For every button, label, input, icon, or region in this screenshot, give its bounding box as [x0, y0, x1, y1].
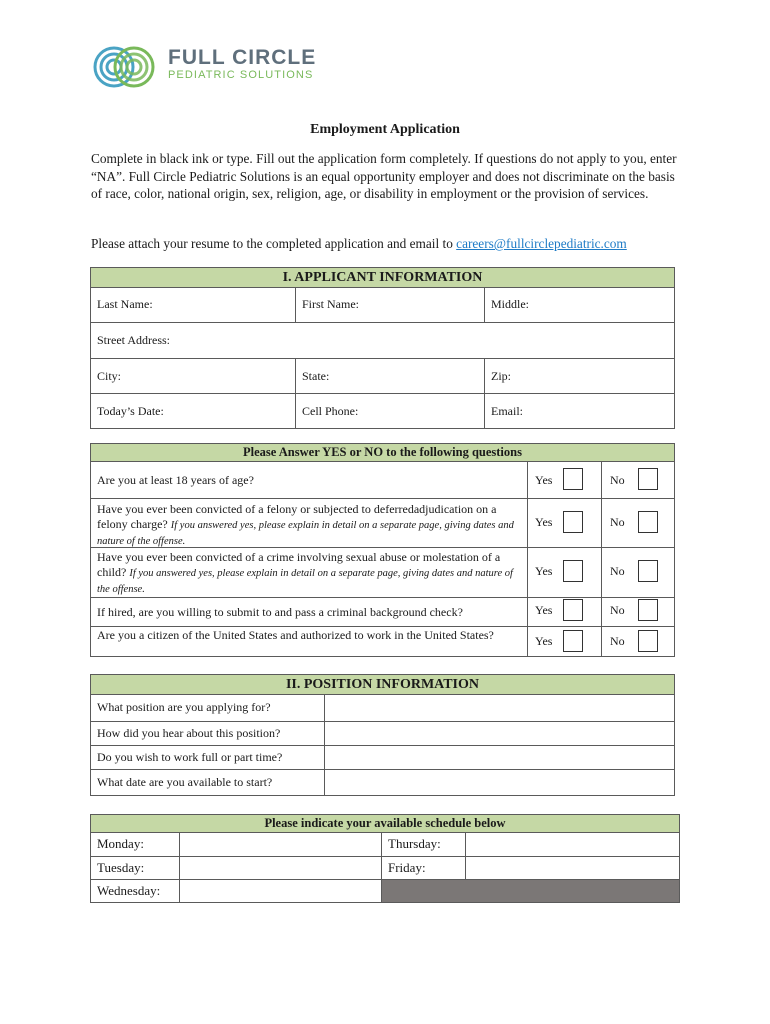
yes-label: Yes: [535, 564, 553, 578]
first-name-field[interactable]: First Name:: [295, 287, 484, 322]
question-text: [97, 502, 522, 549]
question-row: [91, 547, 674, 598]
questions-heading: Please Answer YES or NO to the following questions: [91, 444, 674, 462]
street-address-field[interactable]: Street Address:: [91, 322, 674, 358]
question-main-text: Have you ever been convicted of a felony or subjected to deferredadjudication on a felony charge?: [97, 502, 497, 531]
cell-phone-field[interactable]: Cell Phone:: [295, 393, 484, 428]
q2-no-checkbox[interactable]: [638, 511, 658, 533]
no-label: No: [610, 603, 625, 617]
schedule-section: [90, 814, 680, 903]
position-question-label: What position are you applying for?: [97, 700, 271, 714]
position-applying-input[interactable]: [324, 694, 674, 721]
thursday-input[interactable]: [465, 832, 679, 856]
logo-text-full-circle: FULL CIRCLE: [168, 46, 317, 69]
question-text: Are you at least 18 years of age?: [97, 473, 254, 487]
applicant-info-heading: I. APPLICANT INFORMATION: [91, 268, 674, 288]
wednesday-label: Wednesday:: [91, 879, 179, 902]
monday-input[interactable]: [179, 832, 381, 856]
position-info-section: [90, 674, 675, 796]
yes-label: Yes: [535, 634, 553, 648]
friday-label: Friday:: [381, 856, 465, 879]
no-column-divider: [601, 461, 602, 656]
attach-instructions: [91, 236, 627, 252]
question-main-text: Have you ever been convicted of a crime involving sexual abuse or molestation of a child?: [97, 550, 501, 579]
last-name-field[interactable]: Last Name:: [97, 297, 153, 311]
full-part-time-label: Do you wish to work full or part time?: [91, 745, 324, 769]
zip-field[interactable]: Zip:: [484, 358, 674, 393]
question-text: [97, 550, 522, 597]
schedule-heading: Please indicate your available schedule below: [91, 815, 679, 833]
start-date-label: What date are you available to start?: [91, 769, 324, 795]
q4-yes-checkbox[interactable]: [563, 599, 583, 621]
no-label: No: [610, 564, 625, 578]
q1-yes-checkbox[interactable]: [563, 468, 583, 490]
no-label: No: [610, 515, 625, 529]
start-date-input[interactable]: [324, 769, 674, 795]
state-field[interactable]: State:: [295, 358, 484, 393]
q3-no-checkbox[interactable]: [638, 560, 658, 582]
friday-input[interactable]: [465, 856, 679, 879]
no-label: No: [610, 473, 625, 487]
q3-yes-checkbox[interactable]: [563, 560, 583, 582]
yes-label: Yes: [535, 515, 553, 529]
q5-yes-checkbox[interactable]: [563, 630, 583, 652]
question-row: [91, 597, 674, 627]
question-row: [91, 498, 674, 548]
q1-no-checkbox[interactable]: [638, 468, 658, 490]
q4-no-checkbox[interactable]: [638, 599, 658, 621]
question-note: If you answered yes, please explain in detail on a separate page, giving dates and nature of the offense.: [97, 520, 514, 547]
yes-column-divider: [527, 461, 528, 656]
yes-label: Yes: [535, 603, 553, 617]
q5-no-checkbox[interactable]: [638, 630, 658, 652]
question-text: Are you a citizen of the United States and authorized to work in the United States?: [97, 628, 494, 642]
no-label: No: [610, 634, 625, 648]
tuesday-input[interactable]: [179, 856, 381, 879]
middle-name-field[interactable]: Middle:: [484, 287, 674, 322]
question-text: If hired, are you willing to submit to and pass a criminal background check?: [97, 605, 463, 619]
hear-about-label: How did you hear about this position?: [91, 721, 324, 745]
todays-date-field[interactable]: Today’s Date:: [91, 393, 295, 428]
position-info-heading: II. POSITION INFORMATION: [91, 675, 674, 695]
wednesday-input[interactable]: [179, 879, 381, 902]
hear-about-input[interactable]: [324, 721, 674, 745]
yes-label: Yes: [535, 473, 553, 487]
question-note: If you answered yes, please explain in detail on a separate page, giving dates and nature of the offense.: [97, 568, 513, 595]
logo-text-pediatric-solutions: PEDIATRIC SOLUTIONS: [168, 69, 314, 81]
full-part-time-input[interactable]: [324, 745, 674, 769]
page-title: Employment Application: [310, 122, 460, 137]
careers-email-link[interactable]: careers@fullcirclepediatric.com: [456, 236, 627, 251]
attach-text: Please attach your resume to the completed application and email to: [91, 236, 457, 251]
intro-paragraph: Complete in black ink or type. Fill out the application form completely. If questions do not apply to you, enter “NA”. Full Circle Pediatric Solutions is an equal opportunity employer and does not discriminate on the basis of race, color, national origin, sex, religion, age, or disability in employment or the provision of services.: [91, 151, 677, 201]
applicant-info-section: [90, 267, 675, 429]
thursday-label: Thursday:: [381, 832, 465, 856]
questions-section: [90, 443, 675, 657]
email-field[interactable]: Email:: [484, 393, 674, 428]
unused-shaded-cell: [381, 879, 679, 902]
monday-label: Monday:: [97, 836, 144, 851]
tuesday-label: Tuesday:: [91, 856, 179, 879]
question-row: [91, 461, 674, 498]
question-row: [91, 626, 674, 657]
city-field[interactable]: City:: [91, 358, 295, 393]
q2-yes-checkbox[interactable]: [563, 511, 583, 533]
